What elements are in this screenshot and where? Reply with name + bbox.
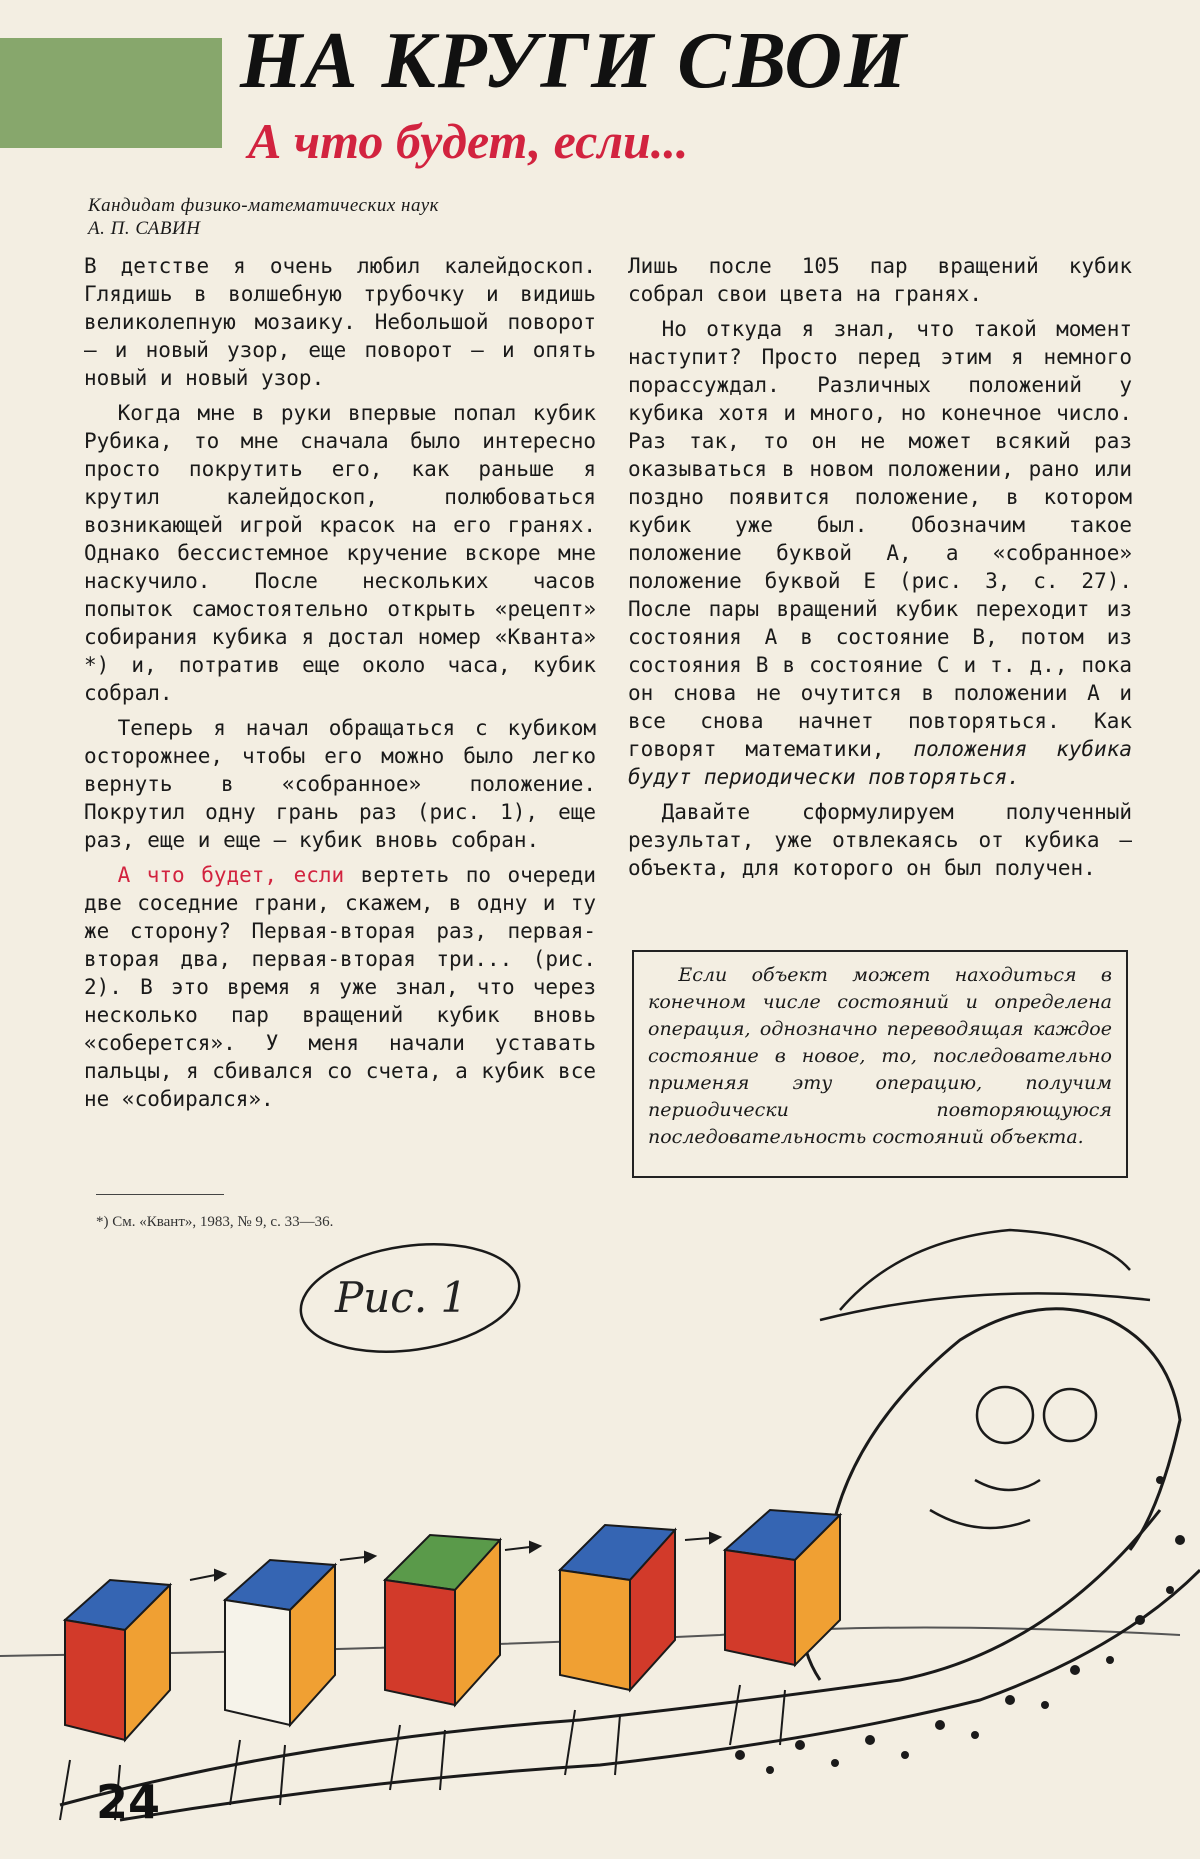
rubiks-cube [560,1525,675,1775]
italic-phrase: положения кубика будут периодически повторяться. [628,737,1132,789]
rubiks-cube [385,1535,500,1790]
header-color-block [0,38,222,148]
paragraph-text: Но откуда я знал, что такой момент наступит? Просто перед этим я немного порассуждал. Различных положений у кубика хотя и много, но конечное число. Раз так, то он не может всякий раз оказываться в новом положении, рано или поздно появится положение, в котором кубик уже был. Обозначим такое положение буквой A, а «собранное» положение буквой E (рис. 3, с. 27). После пары вращений кубик переходит из состояния A в состояние B, потом из состояния B в состояние C и т. д., пока он снова не очутится в положении A и все снова начнет повторяться. Как говорят математики, [628,317,1132,761]
character-face [820,1230,1150,1528]
highlight-phrase: А что будет, если [117,863,345,887]
paragraph: Давайте сформулируем полученный результат, уже отвлекаясь от кубика — объекта, для которого он был получен. [628,800,1132,880]
theorem-text: Если объект может находиться в конечном числе состояний и определена операция, однозначно переводящая каждое состояние в новое, то, последовательно применяя эту операцию, получим периодически повторяющуюся последовательность состояний объекта. [648,964,1112,1148]
author-byline [88,194,439,240]
article-title: НА КРУГИ СВОИ [240,17,909,105]
article-subtitle: А что будет, если... [248,113,689,169]
rubiks-cube [225,1560,335,1805]
author-credential: Кандидат физико-математических наук [88,195,440,216]
author-name: А. П. САВИН [88,218,201,239]
paragraph: Когда мне в руки впервые попал кубик Рубика, то мне сначала было интересно просто покрутить его, как раньше я крутил калейдоскоп, полюбоваться возникающей игрой красок на его гранях. Однако бессистемное кручение вскоре мне наскучило. После нескольких часов попыток самостоятельно открыть «рецепт» собирания кубика я достал номер «Кванта» *) и, потратив еще около часа, кубик собрал. [84,401,596,705]
theorem-box [632,950,1128,1178]
figure-1-illustration [0,1180,1200,1859]
paragraph: В детстве я очень любил калейдоскоп. Глядишь в волшебную трубочку и видишь великолепную мозаику. Небольшой поворот — и новый узор, еще поворот — и опять новый и новый узор. [84,254,596,390]
figure-label-text: Рис. 1 [335,1273,468,1322]
paragraph [628,315,1132,791]
footnote: *) См. «Квант», 1983, № 9, с. 33—36. [96,1214,334,1230]
page-number: 24 [96,1775,161,1829]
paragraph [84,861,596,1113]
left-column [84,252,596,1120]
right-column [628,252,1132,889]
paragraph: Теперь я начал обращаться с кубиком осторожнее, чтобы его можно было легко вернуть в «собранное» положение. Покрутил одну грань раз (рис. 1), еще раз, еще и еще — кубик вновь собран. [84,716,596,852]
rubiks-cube [725,1510,840,1745]
paragraph: Лишь после 105 пар вращений кубик собрал свои цвета на гранях. [628,254,1132,306]
paragraph-text: вертеть по очереди две соседние грани, скажем, в одну и ту же сторону? Первая-вторая раз, первая-вторая два, первая-вторая три... (рис. 2). В это время я уже знал, что через несколько пар вращений кубик вновь «соберется». У меня начали уставать пальцы, я сбивался со счета, а кубик все не «собирался». [84,863,596,1111]
figure-label [294,1231,526,1365]
